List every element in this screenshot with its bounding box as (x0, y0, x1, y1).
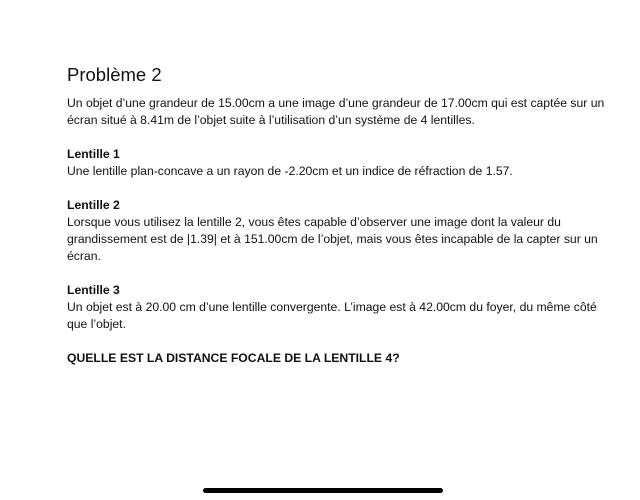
document (67, 64, 612, 367)
section-heading: Lentille 3 (67, 283, 120, 297)
question-text: QUELLE EST LA DISTANCE FOCALE DE LA LENTILLE 4? (67, 351, 400, 365)
page-title: Problème 2 (67, 64, 162, 85)
section-lentille-1 (67, 146, 612, 180)
section-lentille-2 (67, 197, 612, 265)
section-text: Une lentille plan-concave a un rayon de -2.20cm et un indice de réfraction de 1.57. (67, 164, 513, 178)
section-text: Un objet est à 20.00 cm d’une lentille convergente. L’image est à 42.00cm du foyer, du même côté que l’objet. (67, 300, 597, 331)
section-lentille-3 (67, 282, 612, 333)
section-heading: Lentille 2 (67, 198, 120, 212)
home-indicator-bar[interactable] (203, 488, 443, 493)
question-block (67, 350, 612, 367)
intro-paragraph: Un objet d’une grandeur de 15.00cm a une image d’une grandeur de 17.00cm qui est captée sur un écran situé à 8.41m de l’objet suite à l’utilisation d’un système de 4 lentilles. (67, 96, 605, 127)
section-text: Lorsque vous utilisez la lentille 2, vous êtes capable d’observer une image dont la valeur du grandissement est de |1.39| et à 151.00cm de l’objet, mais vous êtes incapable de la capter sur un écran. (67, 215, 598, 263)
section-heading: Lentille 1 (67, 147, 120, 161)
